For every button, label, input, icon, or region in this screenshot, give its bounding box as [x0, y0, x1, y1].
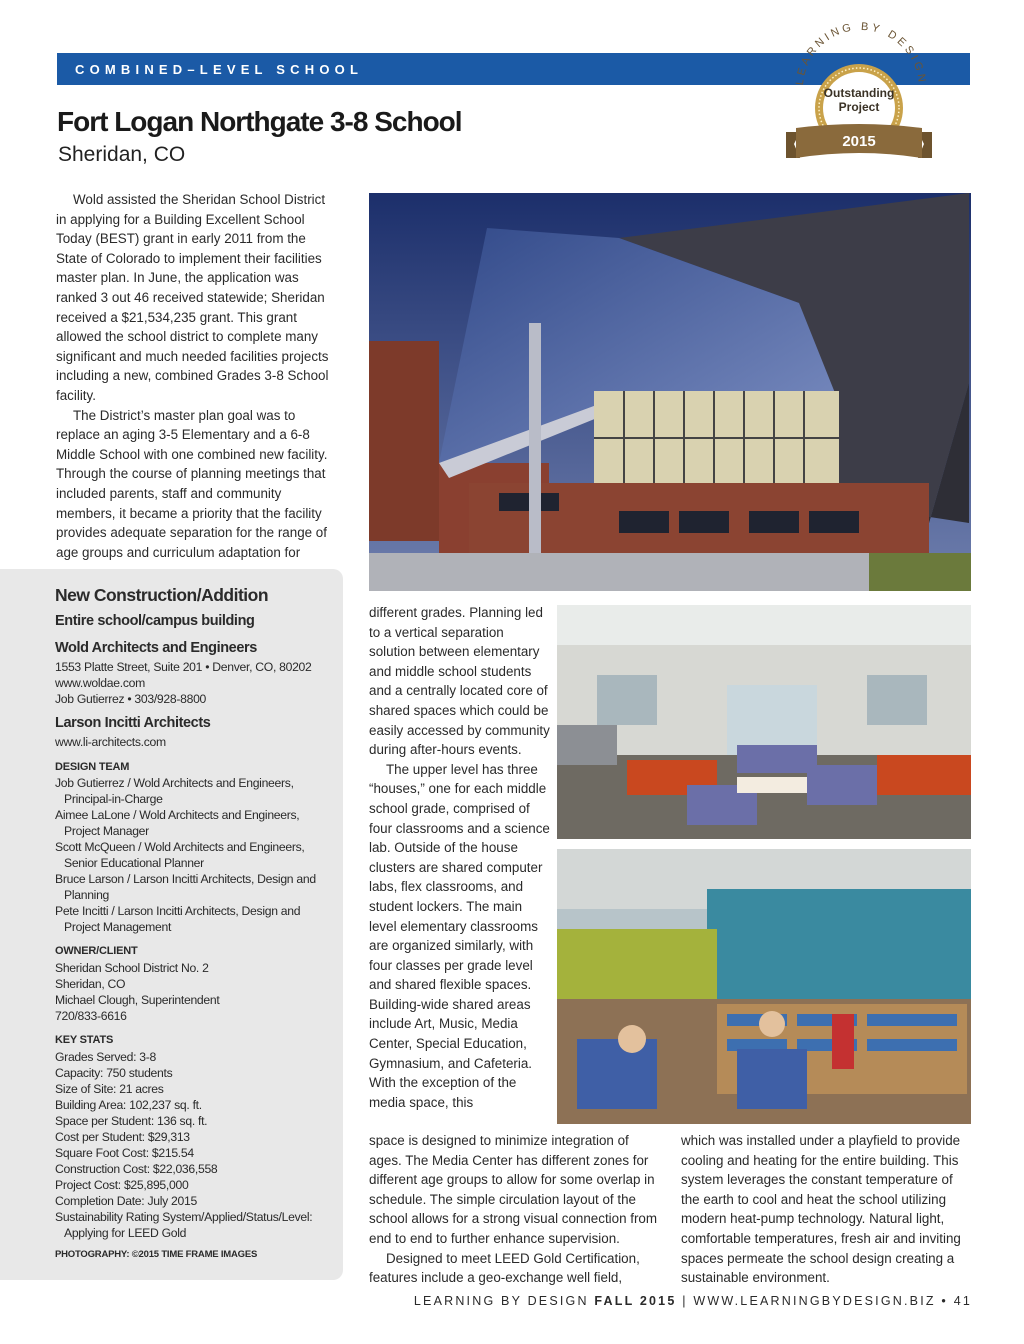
team-member: Aimee LaLone / Wold Architects and Engineers,: [55, 808, 300, 822]
photo-credit: PHOTOGRAPHY: ©2015 TIME FRAME IMAGES: [55, 1249, 258, 1260]
article-column-2: [369, 603, 551, 1112]
page-footer: [414, 1294, 972, 1308]
paragraph: The upper level has three “houses,” one for each middle school grade, comprised of four classrooms and a science lab. Outside of the house clusters are shared computer labs, flex classrooms, and student lockers. The main level elementary classrooms are organized similarly, with four classes per grade level and shared flexible spaces. Building-wide shared areas include Art, Music, Media Center, Special Education, Gymnasium, and Cafeteria. With the exception of the media space, this: [369, 761, 550, 1110]
team-member: Pete Incitti / Larson Incitti Architects, Design and: [55, 904, 301, 918]
stat-line: Square Foot Cost: $215.54: [55, 1146, 194, 1160]
page-subtitle: Sheridan, CO: [58, 143, 186, 166]
team-member: Job Gutierrez / Wold Architects and Engineers,: [55, 776, 294, 790]
stat-line: Space per Student: 136 sq. ft.: [55, 1114, 208, 1128]
owner-label: OWNER/CLIENT: [55, 945, 138, 957]
firm2-website: www.li-architects.com: [55, 735, 166, 749]
stat-line: Applying for LEED Gold: [64, 1226, 187, 1240]
paragraph: space is designed to minimize integration of ages. The Media Center has different zones for different age groups to allow for some overlap in schedule. The simple circulation layout of the school allows for a strong visual connection from end to end to further enhance supervision.: [369, 1133, 658, 1246]
building-exterior-photo: [369, 193, 971, 591]
section-label: COMBINED–LEVEL SCHOOL: [75, 62, 364, 77]
team-role: Principal-in-Charge: [64, 792, 163, 806]
firm1-contact: Job Gutierrez • 303/928-8800: [55, 692, 207, 706]
badge-line2: Project: [838, 100, 880, 114]
article-column-1: [56, 190, 338, 562]
badge-line1: Outstanding: [823, 86, 895, 100]
paragraph: different grades. Planning led to a vertical separation solution between elementary and middle school students and a centrally located core of shared spaces which could be easily accessed by community during after-hours events.: [369, 605, 550, 758]
team-role: Senior Educational Planner: [64, 856, 204, 870]
badge-year: 2015: [842, 133, 876, 150]
stat-line: Construction Cost: $22,036,558: [55, 1162, 218, 1176]
key-stats-label: KEY STATS: [55, 1034, 114, 1046]
firm1-address: 1553 Platte Street, Suite 201 • Denver, CO, 80202: [55, 660, 312, 674]
owner-details: [55, 960, 340, 1024]
footer-website: WWW.LEARNINGBYDESIGN.BIZ: [693, 1294, 936, 1308]
stat-line: Building Area: 102,237 sq. ft.: [55, 1098, 202, 1112]
key-stats-list: [55, 1049, 340, 1241]
design-team-label: DESIGN TEAM: [55, 761, 130, 773]
team-member: Scott McQueen / Wold Architects and Engineers,: [55, 840, 305, 854]
team-member: Bruce Larson / Larson Incitti Architects, Design and: [55, 872, 316, 886]
article-column-2-continued: [369, 1131, 661, 1288]
stat-line: Capacity: 750 students: [55, 1066, 173, 1080]
paragraph: Wold assisted the Sheridan School District in applying for a Building Excellent School Today (BEST) grant in early 2011 from the State of Colorado to implement their facilities master plan. In June, the application was ranked 3 out 46 received statewide; Sheridan received a $21,534,235 grant. This grant allowed the school district to complete many significant and much needed facilities projects including a new, combined Grades 3-8 School facility.: [56, 192, 329, 403]
firm2-name: Larson Incitti Architects: [55, 715, 211, 731]
stat-line: Cost per Student: $29,313: [55, 1130, 190, 1144]
badge-arc-text: LEARNING BY DESIGN: [793, 20, 929, 86]
team-role: Project Manager: [64, 824, 149, 838]
stat-line: Sustainability Rating System/Applied/Status/Level:: [55, 1210, 313, 1224]
owner-line: Michael Clough, Superintendent: [55, 993, 220, 1007]
award-badge: [786, 20, 936, 180]
design-team-list: [55, 775, 340, 935]
footer-bullet: •: [941, 1294, 948, 1308]
footer-publication: LEARNING BY DESIGN: [413, 1294, 589, 1308]
page-title: Fort Logan Northgate 3-8 School: [57, 106, 462, 137]
stat-line: Grades Served: 3-8: [55, 1050, 156, 1064]
paragraph: Designed to meet LEED Gold Certification, features include a geo-exchange well field,: [369, 1250, 640, 1286]
article-column-3: [681, 1131, 971, 1288]
firm1-website: www.woldae.com: [55, 676, 145, 690]
media-center-photo: [557, 849, 971, 1124]
owner-line: 720/833-6616: [55, 1009, 127, 1023]
owner-line: Sheridan School District No. 2: [55, 961, 209, 975]
sidebar-subheading: Entire school/campus building: [55, 613, 255, 629]
paragraph: The District’s master plan goal was to replace an aging 3-5 Elementary and a 6-8 Middle School with one combined new facility. Through the course of planning meetings that included parents, staff and community members, it became a priority that the facility provides adequate separation for the range of age groups and curriculum adaptation for: [56, 407, 328, 560]
footer-issue: FALL 2015: [594, 1294, 677, 1308]
project-facts-sidebar: [0, 569, 343, 1280]
stat-line: Project Cost: $25,895,000: [55, 1178, 189, 1192]
firm1-details: [55, 659, 340, 707]
sidebar-heading: New Construction/Addition: [55, 585, 269, 605]
footer-separator: |: [682, 1294, 688, 1308]
firm1-name: Wold Architects and Engineers: [55, 640, 257, 656]
team-role: Project Management: [64, 920, 172, 934]
paragraph: which was installed under a playfield to provide cooling and heating for the entire building. This system leverages the constant temperature of the earth to cool and heat the school utilizing modern heat-pump technology. Natural light, comfortable temperatures, fresh air and inviting spaces permeate the school design creating a sustainable environment.: [681, 1133, 961, 1286]
team-role: Planning: [64, 888, 110, 902]
footer-page-number: 41: [953, 1294, 972, 1308]
owner-line: Sheridan, CO: [55, 977, 126, 991]
stat-line: Size of Site: 21 acres: [55, 1082, 164, 1096]
commons-lounge-photo: [557, 605, 971, 839]
stat-line: Completion Date: July 2015: [55, 1194, 197, 1208]
